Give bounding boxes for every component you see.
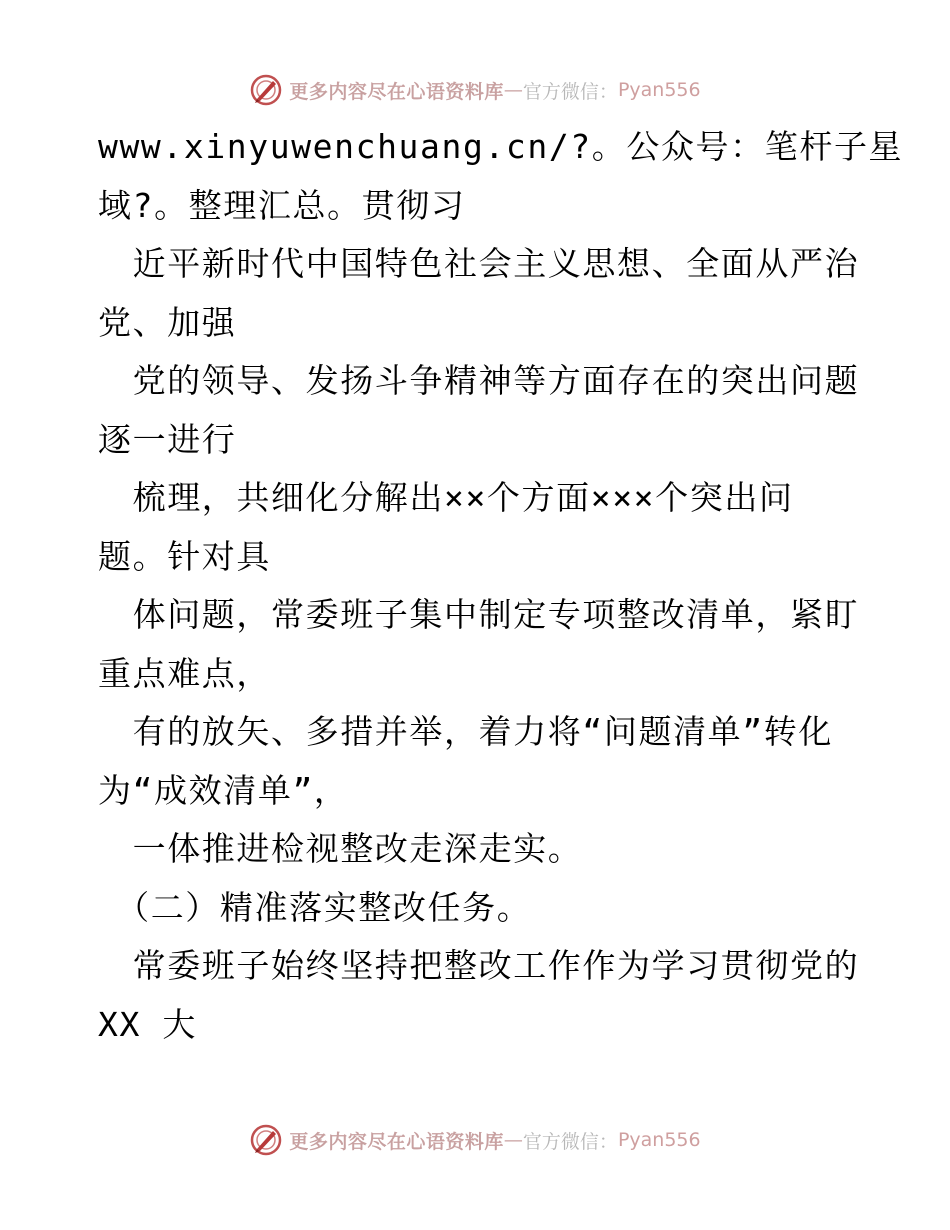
body-line: 一体推进检视整改走深走实。 [98, 829, 583, 868]
header-wechat-label: 官方微信： [522, 80, 618, 103]
footer-brand-text: 更多内容尽在心语资料库 [289, 1130, 504, 1153]
body-line: 常委班子始终坚持把整改工作作为学习贯彻党的 [98, 946, 860, 985]
body-line: 党的领导、发扬斗争精神等方面存在的突出问题 [98, 361, 860, 400]
footer-separator: — [503, 1129, 523, 1151]
body-line: 梳理，共细化分解出××个方面×××个突出问 [98, 478, 794, 517]
body-line: XX 大 [98, 1004, 198, 1044]
body-line: 域?。整理汇总。贯彻习 [98, 185, 466, 225]
body-line: 题。针对具 [98, 536, 271, 576]
header-wechat-id: Pyan556 [617, 79, 701, 101]
body-line: 党、加强 [98, 302, 237, 342]
header-banner [0, 70, 950, 110]
body-line: www.xinyuwenchuang.cn/?。公众号：笔杆子星 [98, 127, 904, 166]
body-line: （二）精准落实整改任务。 [98, 887, 532, 927]
header-separator: — [503, 79, 523, 101]
body-line: 为“成效清单”， [98, 770, 349, 810]
body-line: 近平新时代中国特色社会主义思想、全面从严治 [98, 244, 860, 283]
pen-logo-icon [249, 1123, 283, 1157]
body-line: 有的放矢、多措并举，着力将“问题清单”转化 [98, 712, 833, 751]
body-line: 重点难点， [98, 653, 271, 693]
footer-wechat-label: 官方微信： [522, 1130, 618, 1153]
pen-logo-icon [249, 73, 283, 107]
footer-wechat-id: Pyan556 [617, 1129, 701, 1151]
document-body [98, 118, 904, 1054]
body-line: 逐一进行 [98, 419, 237, 459]
footer-banner [0, 1120, 950, 1160]
header-brand-text: 更多内容尽在心语资料库 [289, 80, 504, 103]
body-line: 体问题，常委班子集中制定专项整改清单，紧盯 [98, 595, 860, 634]
